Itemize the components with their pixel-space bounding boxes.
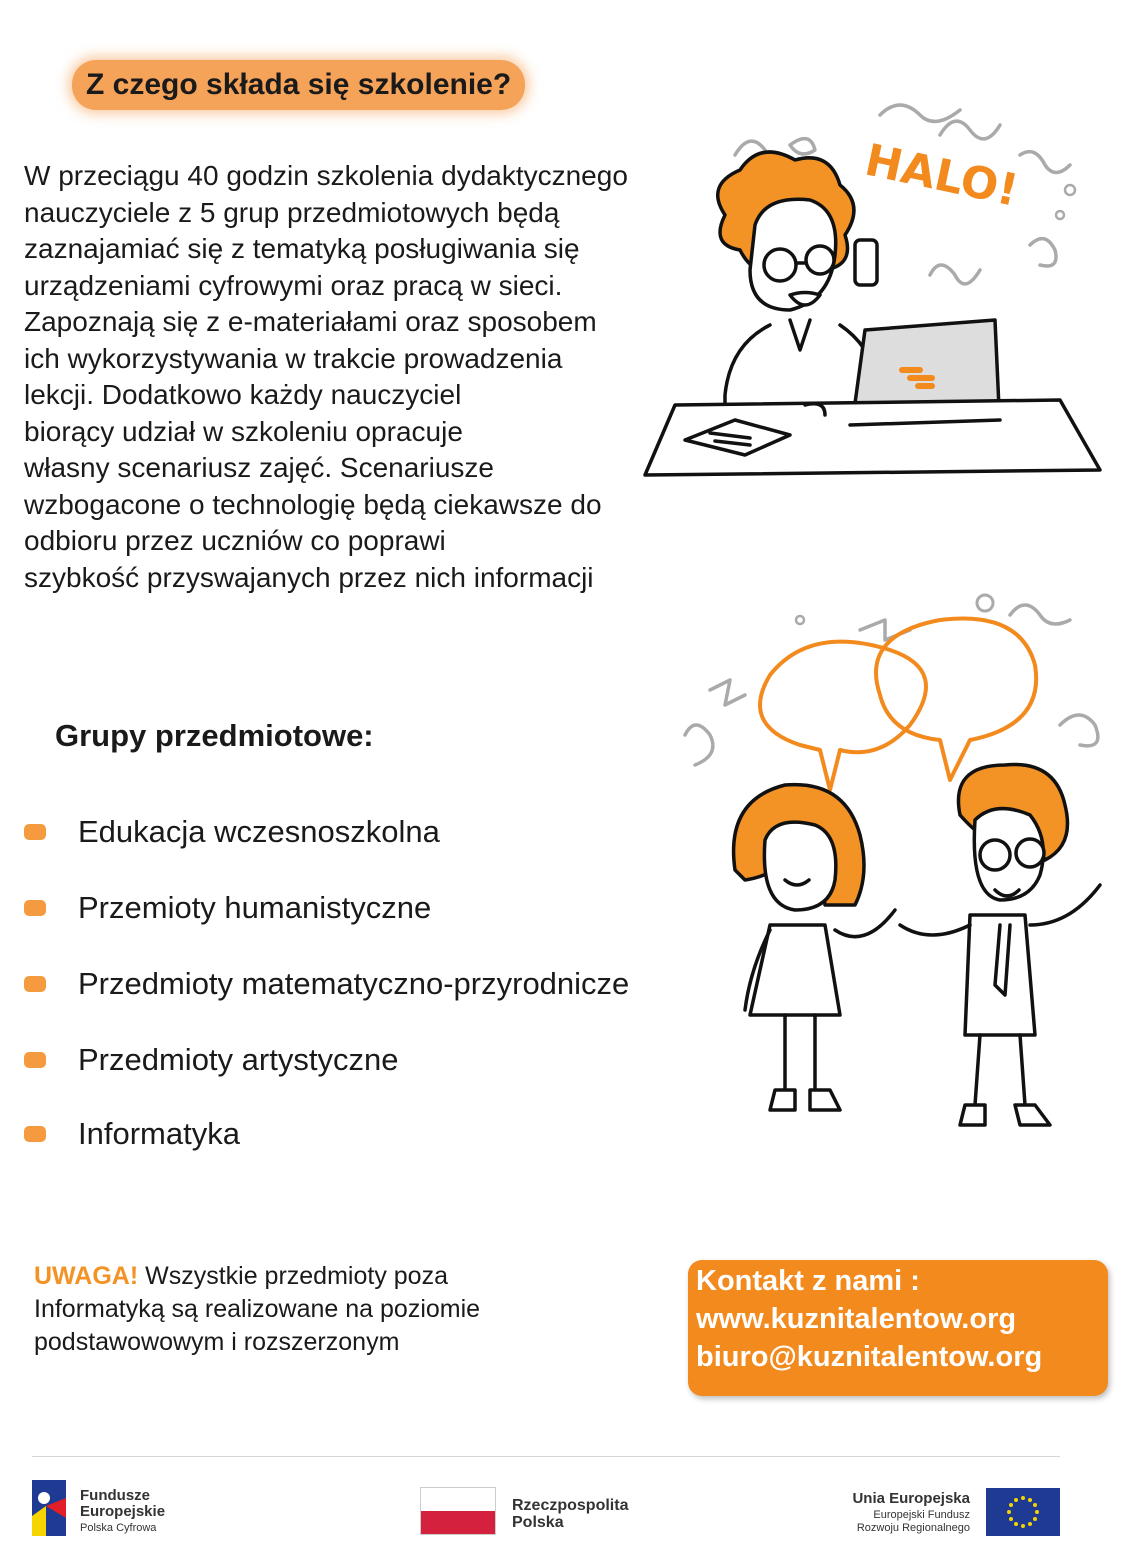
contact-label: Kontakt z nami :: [696, 1265, 920, 1297]
note-text: [34, 1260, 634, 1359]
rp-logo-text: [512, 1497, 628, 1531]
intro-line: wzbogacone o technologię będą ciekawsze do: [24, 488, 602, 520]
contact-email-link[interactable]: biuro@kuznitalentow.org: [696, 1341, 1043, 1373]
fe-logo-title: [80, 1488, 165, 1520]
contact-website-link[interactable]: www.kuznitalentow.org: [696, 1303, 1017, 1335]
bullet-icon: [24, 976, 46, 992]
intro-line: W przeciągu 40 godzin szkolenia dydaktycznego: [24, 160, 628, 191]
intro-line: urządzeniami cyfrowymi oraz pracą w sieci.: [24, 269, 563, 301]
page-heading: Z czego składa się szkolenie?: [72, 60, 525, 110]
teacher-phone-illustration: [640, 95, 1110, 485]
rp-line: Polska: [512, 1514, 564, 1531]
footer-divider: [32, 1456, 1060, 1457]
ue-title: Unia Europejska: [852, 1490, 970, 1507]
ue-subtitle: Rozwoju Regionalnego: [856, 1522, 970, 1534]
polish-flag-icon: [420, 1487, 496, 1535]
intro-line: szybkość przyswajanych przez nich informacji: [24, 561, 594, 593]
bullet-icon: [24, 824, 46, 840]
fe-logo-subtitle: Polska Cyfrowa: [80, 1522, 157, 1534]
intro-paragraph: [24, 158, 724, 596]
ue-subtitle: Europejski Fundusz: [873, 1509, 970, 1521]
halo-text: HALO!: [860, 134, 1023, 217]
note-line: Informatyką są realizowane na poziomie: [34, 1295, 481, 1323]
list-item-label: Przedmioty matematyczno-przyrodnicze: [78, 966, 630, 1001]
bullet-icon: [24, 900, 46, 916]
groups-title: Grupy przedmiotowe:: [55, 718, 374, 753]
rp-line: Rzeczpospolita: [512, 1497, 629, 1514]
two-people-talking-illustration: [670, 585, 1130, 1135]
intro-line: Zapoznają się z e-materiałami oraz sposobem: [24, 306, 597, 337]
intro-line: odbioru przez uczniów co poprawi: [24, 525, 446, 556]
intro-line: ich wykorzystywania w trakcie prowadzenia: [24, 342, 563, 374]
eu-flag-icon: [986, 1488, 1060, 1536]
intro-line: własny scenariusz zajęć. Scenariusze: [24, 452, 494, 483]
fundusze-europejskie-logo-icon: [30, 1478, 70, 1538]
fe-title-line: Fundusze: [80, 1487, 150, 1504]
contact-box: [688, 1260, 1108, 1396]
fe-title-line: Europejskie: [80, 1503, 166, 1520]
bullet-icon: [24, 1052, 46, 1068]
intro-line: biorący udział w szkoleniu opracuje: [24, 415, 463, 447]
list-item-label: Edukacja wczesnoszkolna: [78, 814, 440, 849]
bullet-icon: [24, 1126, 46, 1142]
note-line: Wszystkie przedmioty poza: [138, 1262, 448, 1290]
list-item-label: Przemioty humanistyczne: [78, 890, 432, 925]
intro-line: zaznajamiać się z tematyką posługiwania się: [24, 233, 580, 264]
list-item-label: Przedmioty artystyczne: [78, 1042, 399, 1077]
note-emphasis: UWAGA!: [34, 1262, 139, 1290]
intro-line: lekcji. Dodatkowo każdy nauczyciel: [24, 379, 462, 410]
intro-line: nauczyciele z 5 grup przedmiotowych będą: [24, 196, 560, 228]
list-item-label: Informatyka: [78, 1116, 240, 1151]
ue-logo-text: [790, 1490, 970, 1535]
note-line: podstawowowym i rozszerzonym: [34, 1328, 400, 1356]
